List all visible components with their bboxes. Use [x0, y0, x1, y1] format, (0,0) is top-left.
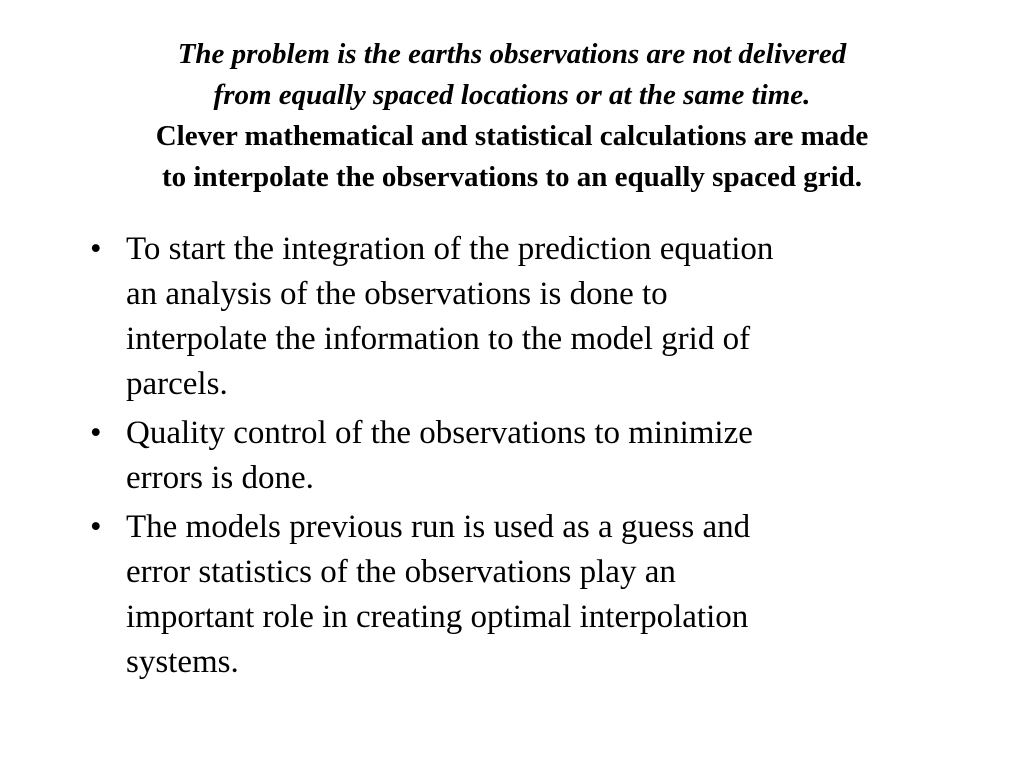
bullet-line: systems. — [126, 644, 239, 680]
heading-line: from equally spaced locations or at the same time. — [213, 79, 811, 111]
bullet-text — [126, 505, 944, 685]
slide-heading — [80, 34, 944, 198]
bullet-list — [84, 227, 944, 689]
bullet-text — [126, 411, 944, 501]
bullet-line: error statistics of the observations play an — [126, 554, 676, 590]
bullet-marker: • — [90, 231, 102, 267]
bullet-line: Quality control of the observations to minimize — [126, 415, 753, 451]
bullet-line: important role in creating optimal interpolation — [126, 599, 749, 635]
bullet-line: parcels. — [126, 366, 228, 402]
bullet-item — [84, 227, 944, 407]
heading-line: The problem is the earths observations are not delivered — [177, 38, 847, 70]
bullet-line: an analysis of the observations is done to — [126, 276, 668, 312]
heading-line: to interpolate the observations to an equally spaced grid. — [161, 161, 863, 193]
bullet-item — [84, 505, 944, 685]
heading-line: Clever mathematical and statistical calculations are made — [155, 120, 869, 152]
bullet-line: The models previous run is used as a guess and — [126, 509, 751, 545]
bullet-item — [84, 411, 944, 501]
bullet-line: errors is done. — [126, 460, 314, 496]
bullet-marker: • — [90, 509, 102, 545]
bullet-line: To start the integration of the prediction equation — [126, 231, 774, 267]
bullet-marker: • — [90, 415, 102, 451]
bullet-line: interpolate the information to the model grid of — [126, 321, 751, 357]
bullet-text — [126, 227, 944, 407]
